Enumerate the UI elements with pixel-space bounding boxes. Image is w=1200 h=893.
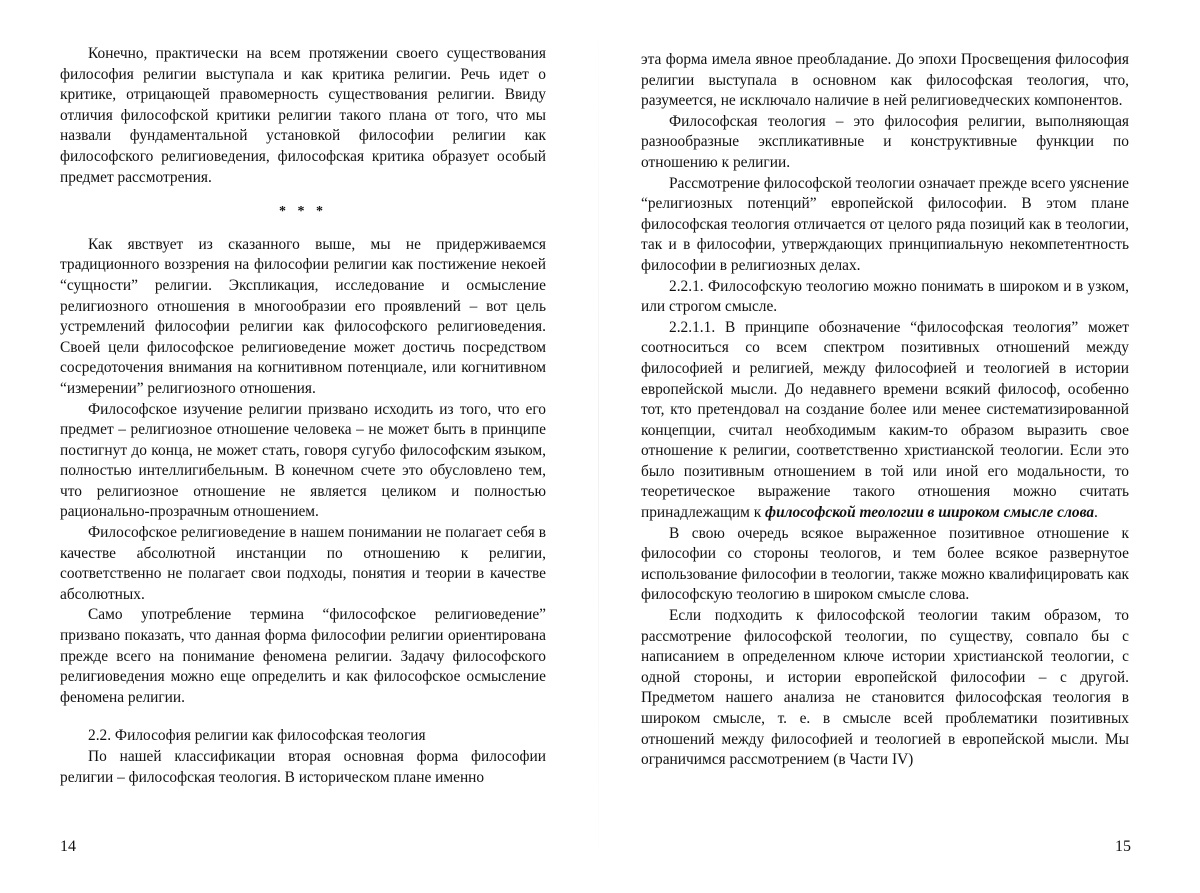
page-number-left: 14 xyxy=(60,838,76,855)
paragraph: Философское изучение религии призвано исходить из того, что его предмет – религиозное отношение человека – не может быть в принципе постигнут до конца, не может стать, говоря сугубо философским языком, полностью интеллигибельным. В конечном счете это обусловлено тем, что религиозное отношение не является целиком и полностью рационально-прозрачным отношением. xyxy=(60,400,546,521)
paragraph-with-emphasis xyxy=(641,318,1129,524)
paragraph-tail: . xyxy=(1094,504,1098,522)
paragraph: Как явствует из сказанного выше, мы не придерживаемся традиционного воззрения на философии религии как постижение некоей “сущности” религии. Экспликация, исследование и осмысление религиозного отношения в многообразии его проявлений – вот цель устремлений философии религии как философского религиоведения. Своей цели философское религиоведение может достичь посредством сосредоточения внимания на когнитивном потенциале, или когнитивном “измерении” религиозного отношения. xyxy=(60,235,546,397)
paragraph-text: 2.2.1.1. В принципе обозначение “философская теология” может соотноситься со всем спектром позитивных отношений между философией и религией, между философией и теологией в истории европейской мысли. До недавнего времени всякий философ, особенно тот, кто претендовал на создание более или менее систематизированной концепции, считал необходимым каким-то образом выразить свое отношение к религии, соответственно христианской теологии. Если это было позитивным отношением в той или иной его модальности, то теоретическое выражение такого отношения можно считать принадлежащим к xyxy=(641,318,1129,522)
paragraph: 2.2.1. Философскую теологию можно понимать в широком и в узком, или строгом смысле. xyxy=(641,277,1129,316)
section-separator: * * * xyxy=(279,204,327,220)
page-number-right: 15 xyxy=(1115,838,1131,855)
paragraph: Философская теология – это философия религии, выполняющая разнообразные экспликативные и конструктивные функции по отношению к религии. xyxy=(641,112,1129,171)
paragraph: Если подходить к философской теологии таким образом, то рассмотрение философской теологии, по существу, совпало бы с написанием в определенном ключе истории христианской теологии, с одной стороны, и истории европейской философии – с другой. Предметом нашего анализа не становится философская теология в широком смысле, т. е. в смысле всей проблематики позитивных отношений между философией и теологией в европейской мысли. Мы ограничимся рассмотрением (в Части IV) xyxy=(641,607,1129,769)
paragraph: эта форма имела явное преобладание. До эпохи Просвещения философия религии выступала в основном как философская теология, что, разумеется, не исключало наличие в ней религиоведческих компонентов. xyxy=(641,51,1129,110)
left-page xyxy=(60,44,546,788)
paragraph: Философское религиоведение в нашем понимании не полагает себя в качестве абсолютной инстанции по отношению к религии, соответственно не полагает свои подходы, понятия и теории в качестве абсолютных. xyxy=(60,524,546,603)
emphasized-term: философской теологии в широком смысле слова xyxy=(765,504,1095,522)
book-gutter xyxy=(598,0,599,893)
section-heading: 2.2. Философия религии как философская теология xyxy=(88,727,426,745)
paragraph: По нашей классификации вторая основная форма философии религии – философская теология. В историческом плане именно xyxy=(60,748,546,786)
paragraph: В свою очередь всякое выраженное позитивное отношение к философии со стороны теологов, и тем более всякое развернутое использование философии в теологии, также можно квалифицировать как философскую теологию в широком смысле слова. xyxy=(641,524,1129,604)
paragraph: Само употребление термина “философское религиоведение” призвано показать, что данная форма философии религии ориентирована прежде всего на понимание феномена религии. Задачу философского религиоведения можно еще определить и как философское осмысление феномена религии. xyxy=(60,606,546,706)
right-page xyxy=(641,50,1129,771)
paragraph: Конечно, практически на всем протяжении своего существования философия религии выступала и как критика религии. Речь идет о критике, отрицающей правомерность существования религии. Ввиду отличия философской критики религии такого плана от того, что мы назвали фундаментальной установкой философии религии как философского религиоведения, философская критика образует особый предмет рассмотрения. xyxy=(60,45,546,186)
paragraph: Рассмотрение философской теологии означает прежде всего уяснение “религиозных потенций” европейской философии. В этом плане философская теология отличается от целого ряда позиций как в теологии, так и в философии, утверждающих принципиальную некомпетентность философии в религиозных делах. xyxy=(641,174,1129,274)
